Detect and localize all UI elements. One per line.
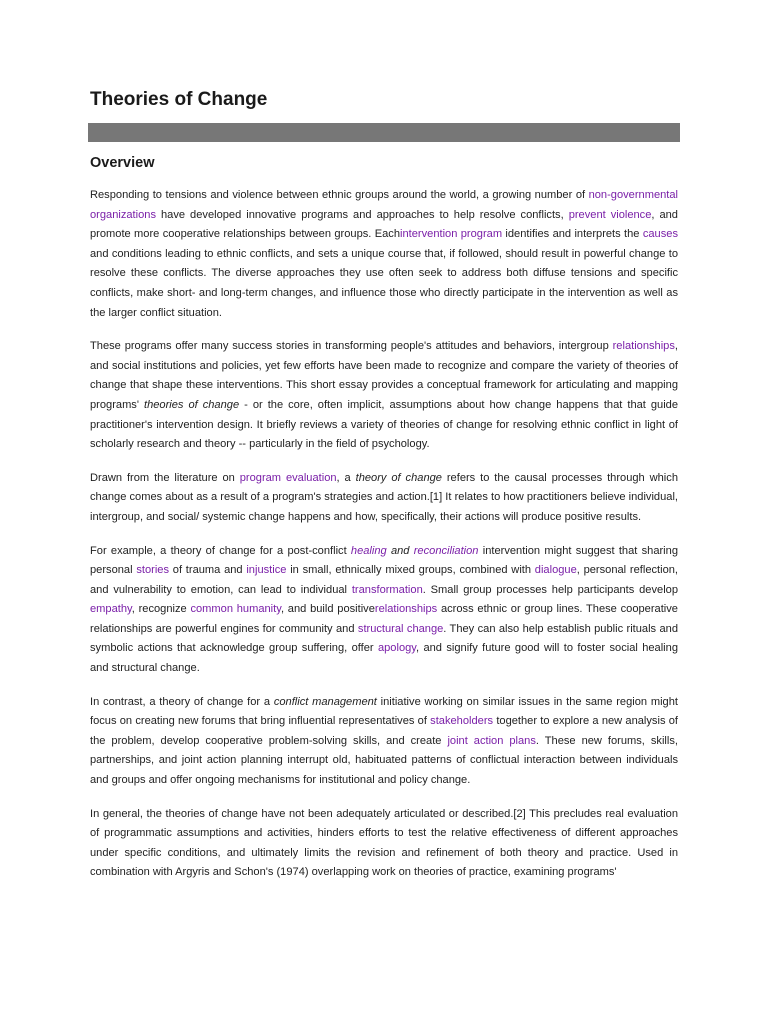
- text: of trauma and: [169, 564, 247, 577]
- text: refers to the causal processes through which change comes about as a result of a program's strategies and action.[1] It relates to how practitioners believe individual, intergroup, and social/ systemic change happens and how, specifically, their actions will produce positive results.: [90, 471, 678, 523]
- link-common-humanity[interactable]: common humanity: [190, 603, 281, 616]
- paragraph-1: [90, 186, 678, 323]
- link-relationships-2[interactable]: relationships: [374, 603, 438, 616]
- link-program-evaluation[interactable]: program evaluation: [239, 471, 337, 484]
- link-reconciliation[interactable]: reconciliation: [413, 544, 479, 557]
- link-empathy[interactable]: empathy: [90, 603, 132, 616]
- emphasis: and: [386, 544, 414, 557]
- text: initiative working on similar issues in the same region might focus on creating new forums that bring influential representatives of: [90, 695, 678, 728]
- paragraph-4: [90, 542, 678, 679]
- section-heading-overview: Overview: [90, 155, 155, 171]
- text: have developed innovative programs and approaches to help resolve conflicts,: [156, 208, 569, 221]
- link-stories[interactable]: stories: [136, 564, 170, 577]
- text: , and signify future good will to foster social healing and structural change.: [90, 642, 678, 675]
- text: , personal reflection, and vulnerability to emotion, can lead to individual: [90, 564, 679, 596]
- link-apology[interactable]: apology: [377, 642, 417, 655]
- text: , a: [336, 471, 356, 484]
- link-causes[interactable]: causes: [642, 228, 678, 241]
- link-transformation[interactable]: transformation: [351, 583, 423, 596]
- text: , and promote more cooperative relationships between groups. Each: [90, 208, 678, 241]
- paragraph-2: [90, 337, 678, 455]
- text: , recognize: [131, 603, 191, 616]
- link-injustice[interactable]: injustice: [246, 564, 287, 577]
- header-divider-bar: [88, 123, 680, 142]
- link-intervention-program[interactable]: intervention program: [400, 228, 503, 241]
- text: , and build positive: [280, 603, 375, 616]
- text: Responding to tensions and violence between ethnic groups around the world, a growing number of: [90, 189, 589, 201]
- link-prevent-violence[interactable]: prevent violence: [568, 208, 652, 221]
- emphasis: conflict management: [273, 695, 377, 708]
- paragraph-5: [90, 693, 678, 791]
- text: in small, ethnically mixed groups, combined with: [286, 564, 535, 577]
- link-ngo[interactable]: non-governmental organizations: [90, 189, 678, 221]
- text: . These new forums, skills, partnerships, and joint action planning interrupt old, habituated patterns of conflictual interaction between individuals and groups and offer ongoing mechanisms for institutional and policy change.: [90, 734, 678, 787]
- paragraph-6: [90, 805, 678, 883]
- link-relationships[interactable]: relationships: [612, 340, 675, 353]
- text: , and social institutions and policies, yet few efforts have been made to recognize and compare the variety of theories of change that shape these interventions. This short essay provides a conceptual framework for articulating and mapping programs': [90, 340, 678, 411]
- text: across ethnic or group lines. These cooperative relationships are powerful engines for community and: [90, 603, 678, 635]
- text: and conditions leading to ethnic conflicts, and sets a unique course that, if followed, should result in powerful change to resolve these conflicts. The diverse approaches they use often seek to address both diffuse tensions and specific conflicts, make short- and long-term changes, and influence those who directly participate in the intervention as well as the larger conflict situation.: [90, 247, 678, 319]
- text: intervention might suggest that sharing personal: [90, 544, 678, 577]
- text: . They can also help establish public rituals and symbolic actions that acknowledge group suffering, offer: [90, 622, 678, 655]
- link-joint-action-plans[interactable]: joint action plans: [447, 734, 536, 747]
- link-healing[interactable]: healing: [350, 544, 387, 557]
- link-dialogue[interactable]: dialogue: [534, 564, 577, 577]
- link-structural-change[interactable]: structural change: [357, 622, 444, 635]
- text: - or the core, often implicit, assumptions about how change happens that that guide practitioner's intervention design. It briefly reviews a variety of theories of change for resolving ethnic conflict in light of scholarly research and theory -- particularly in the field of psychology.: [90, 398, 679, 451]
- text: Drawn from the literature on: [90, 471, 240, 484]
- text: In contrast, a theory of change for a: [90, 695, 274, 708]
- article-body: [90, 186, 678, 897]
- text: In general, the theories of change have not been adequately articulated or described.[2] This precludes real evaluation of programmatic assumptions and activities, hinders efforts to test the relative effectiveness of different approaches under specific conditions, and ultimately limits the revision and refinement of both theory and practice. Used in combination with Argyris and Schon's (1974) overlapping work on theories of practice, examining programs': [90, 807, 678, 879]
- text: These programs offer many success stories in transforming people's attitudes and behaviors, intergroup: [90, 340, 613, 353]
- text: For example, a theory of change for a post-conflict: [90, 544, 351, 557]
- link-stakeholders[interactable]: stakeholders: [430, 715, 494, 728]
- text: identifies and interprets the: [502, 228, 643, 241]
- paragraph-3: [90, 469, 678, 528]
- text: . Small group processes help participants develop: [422, 583, 678, 596]
- emphasis: theories of change: [143, 398, 240, 411]
- emphasis: theory of change: [355, 471, 442, 484]
- page-title: Theories of Change: [90, 89, 268, 110]
- text: together to explore a new analysis of the problem, develop cooperative problem-solving skills, and create: [90, 715, 678, 747]
